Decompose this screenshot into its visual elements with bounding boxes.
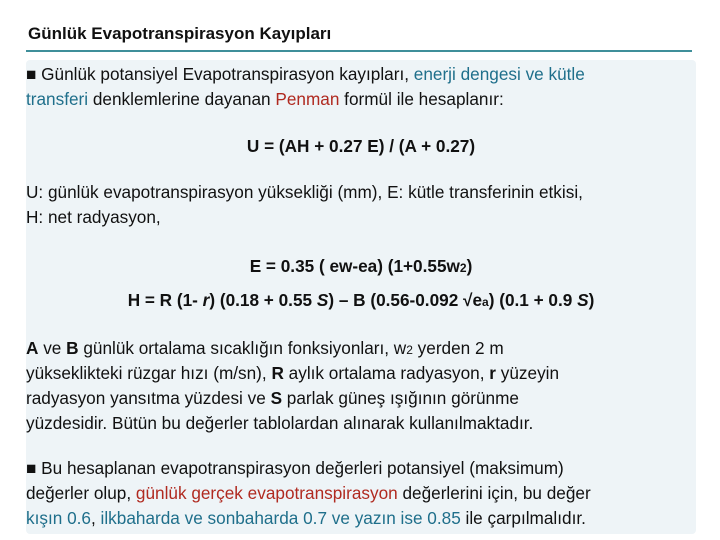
equation-e-end: )	[466, 256, 473, 276]
var-b: B	[66, 338, 79, 358]
para2-text: yüzeyin	[495, 363, 560, 383]
equation-h	[26, 288, 696, 315]
var-a: A	[26, 338, 39, 358]
eq-h-part: ) (0.18 + 0.55	[209, 290, 317, 310]
para2-text: parlak güneş ışığının görünme	[282, 388, 519, 408]
para1-highlight: enerji dengesi ve kütle	[413, 64, 585, 84]
para3-highlight-winter: kışın 0.6	[26, 508, 91, 528]
para1-line2	[26, 87, 696, 112]
para3-line1	[26, 456, 696, 481]
para3-text: Bu hesaplanan evapotranspirasyon değerleri potansiyel (maksimum)	[36, 458, 564, 478]
para1-line1	[26, 62, 696, 87]
para3-line2	[26, 481, 696, 506]
para2-text: günlük ortalama sıcaklığın fonksiyonları, w	[78, 338, 407, 358]
title-divider	[26, 50, 692, 52]
defs-line2: H: net radyasyon,	[26, 207, 161, 227]
para1-highlight-2: transferi	[26, 89, 89, 109]
para2-line1	[26, 336, 696, 363]
para3-text: değerlerini için, bu değer	[397, 483, 591, 503]
eq-h-s: S	[316, 290, 329, 310]
eq-h-r: r	[202, 290, 210, 310]
equation-e	[26, 254, 696, 281]
para3-highlight-red: günlük gerçek evapotranspirasyon	[135, 483, 398, 503]
equation-e-main: E = 0.35 ( ew-ea) (1+0.55w	[249, 256, 460, 276]
defs-line1: U: günlük evapotranspirasyon yüksekliği (mm), E: kütle transferinin etkisi,	[26, 182, 583, 202]
eq-h-subscript: a	[482, 295, 489, 309]
para2-line4: yüzdesidir. Bütün bu değerler tablolardan alınarak kullanılmaktadır.	[26, 413, 534, 433]
para2-text: radyasyon yansıtma yüzdesi ve	[26, 388, 271, 408]
para2-text: ve	[38, 338, 67, 358]
bullet-icon: ■	[26, 64, 37, 84]
bullet-icon: ■	[26, 458, 37, 478]
para2-text: yükseklikteki rüzgar hızı (m/sn),	[26, 363, 272, 383]
para3-text: değerler olup,	[26, 483, 136, 503]
para3-text: ,	[90, 508, 101, 528]
para3-highlight-seasons: ilkbaharda ve sonbaharda 0.7 ve yazın ise 0.85	[100, 508, 461, 528]
para2-text: aylık ortalama radyasyon,	[283, 363, 490, 383]
var-r-lower: r	[489, 363, 496, 383]
eq-h-s: S	[577, 290, 589, 310]
equation-u: U = (AH + 0.27 E) / (A + 0.27)	[246, 136, 476, 156]
eq-h-part: )	[588, 290, 595, 310]
equation-e-subscript: 2	[459, 261, 467, 275]
para3-line3	[26, 506, 696, 531]
para2-line3	[26, 386, 696, 411]
var-r-upper: R	[271, 363, 284, 383]
para2-line2	[26, 361, 696, 386]
para3-text: ile çarpılmalıdır.	[460, 508, 586, 528]
penman-label: Penman	[275, 89, 340, 109]
slide-title: Günlük Evapotranspirasyon Kayıpları	[28, 24, 332, 43]
var-s: S	[270, 388, 283, 408]
eq-h-part: H = R (1-	[127, 290, 203, 310]
content-box	[26, 60, 696, 534]
w-subscript: 2	[406, 343, 413, 357]
para1-text: Günlük potansiyel Evapotranspirasyon kayıpları,	[41, 64, 414, 84]
eq-h-part: ) – B (0.56-0.092 √e	[328, 290, 483, 310]
para2-text: yerden 2 m	[412, 338, 504, 358]
para1-text-2: denklemlerine dayanan	[88, 89, 276, 109]
eq-h-part: ) (0.1 + 0.9	[488, 290, 578, 310]
para1-text-3: formül ile hesaplanır:	[339, 89, 504, 109]
